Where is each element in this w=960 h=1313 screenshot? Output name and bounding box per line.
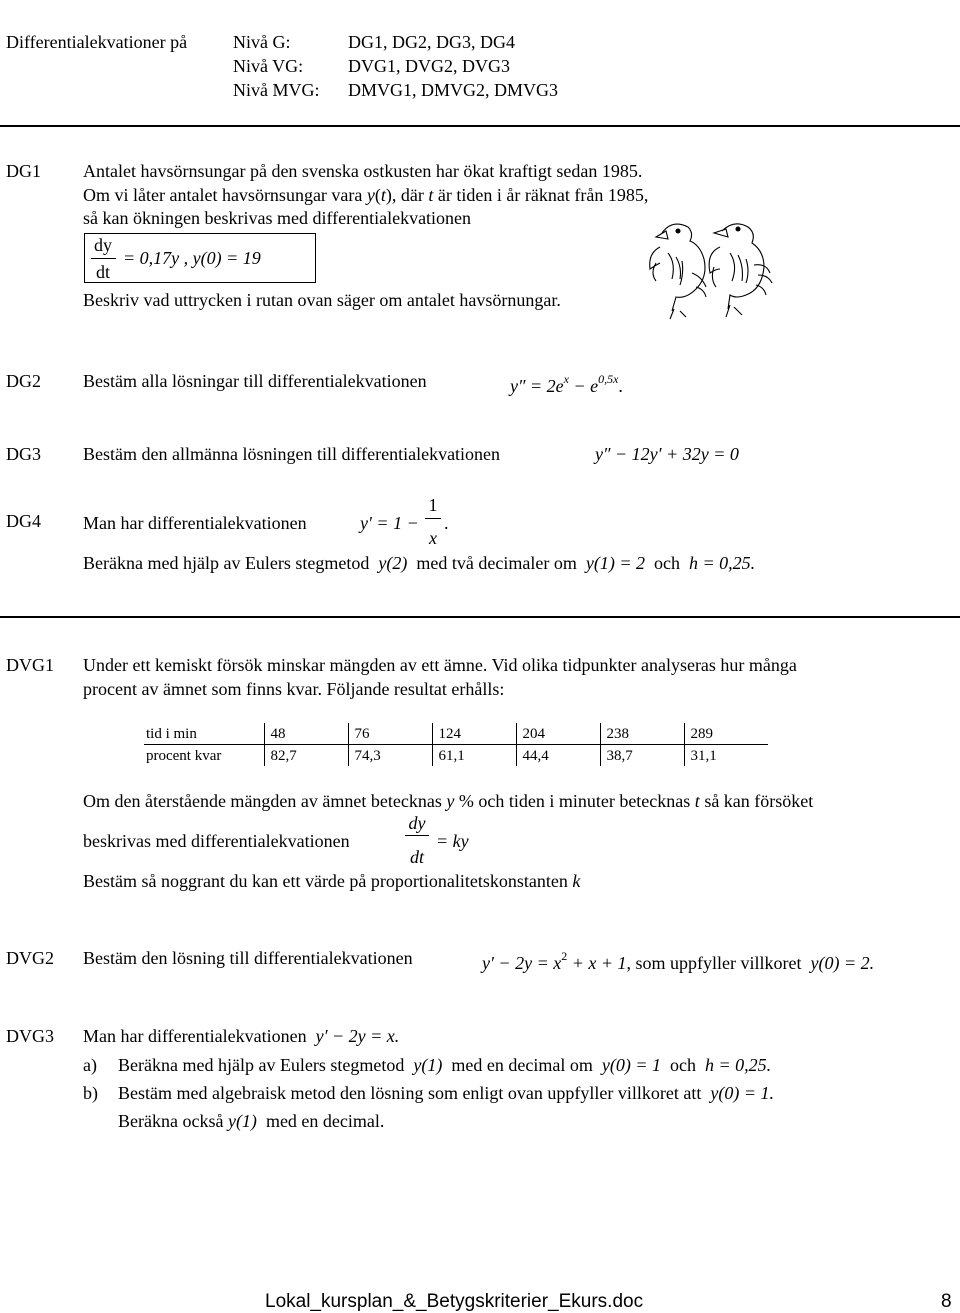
table-cell: 76: [348, 723, 432, 745]
dg1-line1: Antalet havsörnsungar på den svenska ostkusten har ökat kraftigt sedan 1985.: [83, 161, 643, 181]
table-cell: 238: [600, 723, 684, 745]
table-cell: 38,7: [600, 745, 684, 767]
table-row-percent: [144, 745, 768, 767]
dvg1-data-table: [144, 723, 768, 766]
dg4-frac-bar: [425, 518, 441, 519]
dg4-line1: Man har differentialekvationen: [83, 513, 307, 533]
dg4-eq-end: .: [444, 513, 449, 533]
dvg1-line2: procent av ämnet som finns kvar. Följande resultat erhålls:: [83, 679, 505, 699]
level-name-mvg: Nivå MVG:: [233, 80, 320, 100]
task-label-dg2: DG2: [6, 371, 41, 391]
dg4-frac-den: x: [429, 528, 437, 548]
header-divider: [0, 125, 960, 127]
section-divider: [0, 616, 960, 618]
level-tasks-vg: DVG1, DVG2, DVG3: [348, 56, 510, 76]
level-name-g: Nivå G:: [233, 32, 291, 52]
task-label-dvg2: DVG2: [6, 948, 54, 968]
table-cell: 204: [516, 723, 600, 745]
table-cell: 61,1: [432, 745, 516, 767]
table-cell: procent kvar: [146, 748, 222, 764]
task-label-dg3: DG3: [6, 444, 41, 464]
table-cell: tid i min: [144, 723, 264, 745]
footer-page-number: 8: [941, 1291, 952, 1312]
task-label-dvg3: DVG3: [6, 1026, 54, 1046]
dvg3-line1: Man har differentialekvationen y′ − 2y = x.: [83, 1026, 400, 1046]
dvg1-eq-rest: = ky: [436, 831, 469, 851]
dg4-line2: Beräkna med hjälp av Eulers stegmetod y(2) med två decimaler om y(1) = 2 och h = 0,25.: [83, 553, 756, 573]
dg1-frac-den: dt: [95, 262, 110, 282]
dg4-frac-num: 1: [428, 495, 438, 515]
dvg3-b-label: b): [83, 1083, 98, 1103]
dvg3-b-text: Bestäm med algebraisk metod den lösning som enligt ovan uppfyller villkoret att y(0) = 1.: [118, 1083, 775, 1103]
table-cell: 31,1: [684, 745, 768, 767]
dvg3-b-text2: Beräkna också y(1) med en decimal.: [118, 1111, 385, 1131]
dg1-eq-rest: = 0,17y , y(0) = 19: [123, 248, 261, 268]
table-cell: 74,3: [348, 745, 432, 767]
dvg1-frac-num: dy: [408, 813, 426, 833]
dg2-equation: $y'' = 2e^x - e^{0,5x}$.: [510, 372, 623, 396]
eagle-chicks-illustration-icon: [642, 213, 778, 323]
table-cell: 289: [684, 723, 768, 745]
table-cell: 48: [264, 723, 348, 745]
dvg1-line3: Om den återstående mängden av ämnet betecknas y % och tiden i minuter betecknas t så kan försöket: [83, 791, 814, 811]
dvg2-text: Bestäm den lösning till differentialekvationen: [83, 948, 413, 968]
dg3-text: Bestäm den allmänna lösningen till differentialekvationen: [83, 444, 501, 464]
level-name-vg: Nivå VG:: [233, 56, 304, 76]
header-title: Differentialekvationer på: [6, 32, 188, 52]
task-label-dg4: DG4: [6, 511, 41, 531]
dvg3-a-text: Beräkna med hjälp av Eulers stegmetod y(1) med en decimal om y(0) = 1 och h = 0,25.: [118, 1055, 772, 1075]
level-tasks-g: DG1, DG2, DG3, DG4: [348, 32, 515, 52]
table-cell: 82,7: [264, 745, 348, 767]
dg1-line4: Beskriv vad uttrycken i rutan ovan säger om antalet havsörnungar.: [83, 290, 561, 310]
dg2-text: Bestäm alla lösningar till differentialekvationen: [83, 371, 427, 391]
task-label-dg1: DG1: [6, 161, 41, 181]
dg1-line2: Om vi låter antalet havsörnsungar vara y(t), där t är tiden i år räknat från 1985,: [83, 185, 649, 205]
dg1-frac-num: dy: [94, 235, 112, 255]
dvg1-frac-den: dt: [409, 847, 424, 867]
dvg1-line5: Bestäm så noggrant du kan ett värde på proportionalitetskonstanten k: [83, 871, 581, 891]
table-row-time: [144, 723, 768, 745]
dvg3-a-label: a): [83, 1055, 97, 1075]
dvg2-equation: $y' - 2y = x^2 + x + 1$, som uppfyller villkoret y(0) = 2.: [482, 949, 875, 973]
table-cell: 44,4: [516, 745, 600, 767]
dg1-frac-bar: [91, 258, 116, 259]
table-cell: 124: [432, 723, 516, 745]
task-label-dvg1: DVG1: [6, 655, 54, 675]
dg3-equation: y″ − 12y′ + 32y = 0: [595, 444, 739, 464]
dvg1-line1: Under ett kemiskt försök minskar mängden av ett ämne. Vid olika tidpunkter analyseras hur många: [83, 655, 797, 675]
dvg1-frac-bar: [405, 835, 429, 836]
footer-filename: Lokal_kursplan_&_Betygskriterier_Ekurs.doc: [265, 1291, 644, 1312]
dvg1-line4: beskrivas med differentialekvationen: [83, 831, 350, 851]
level-tasks-mvg: DMVG1, DMVG2, DMVG3: [348, 80, 559, 100]
dg1-line3: så kan ökningen beskrivas med differentialekvationen: [83, 208, 472, 228]
dg4-eq-left: y′ = 1 −: [360, 513, 419, 533]
